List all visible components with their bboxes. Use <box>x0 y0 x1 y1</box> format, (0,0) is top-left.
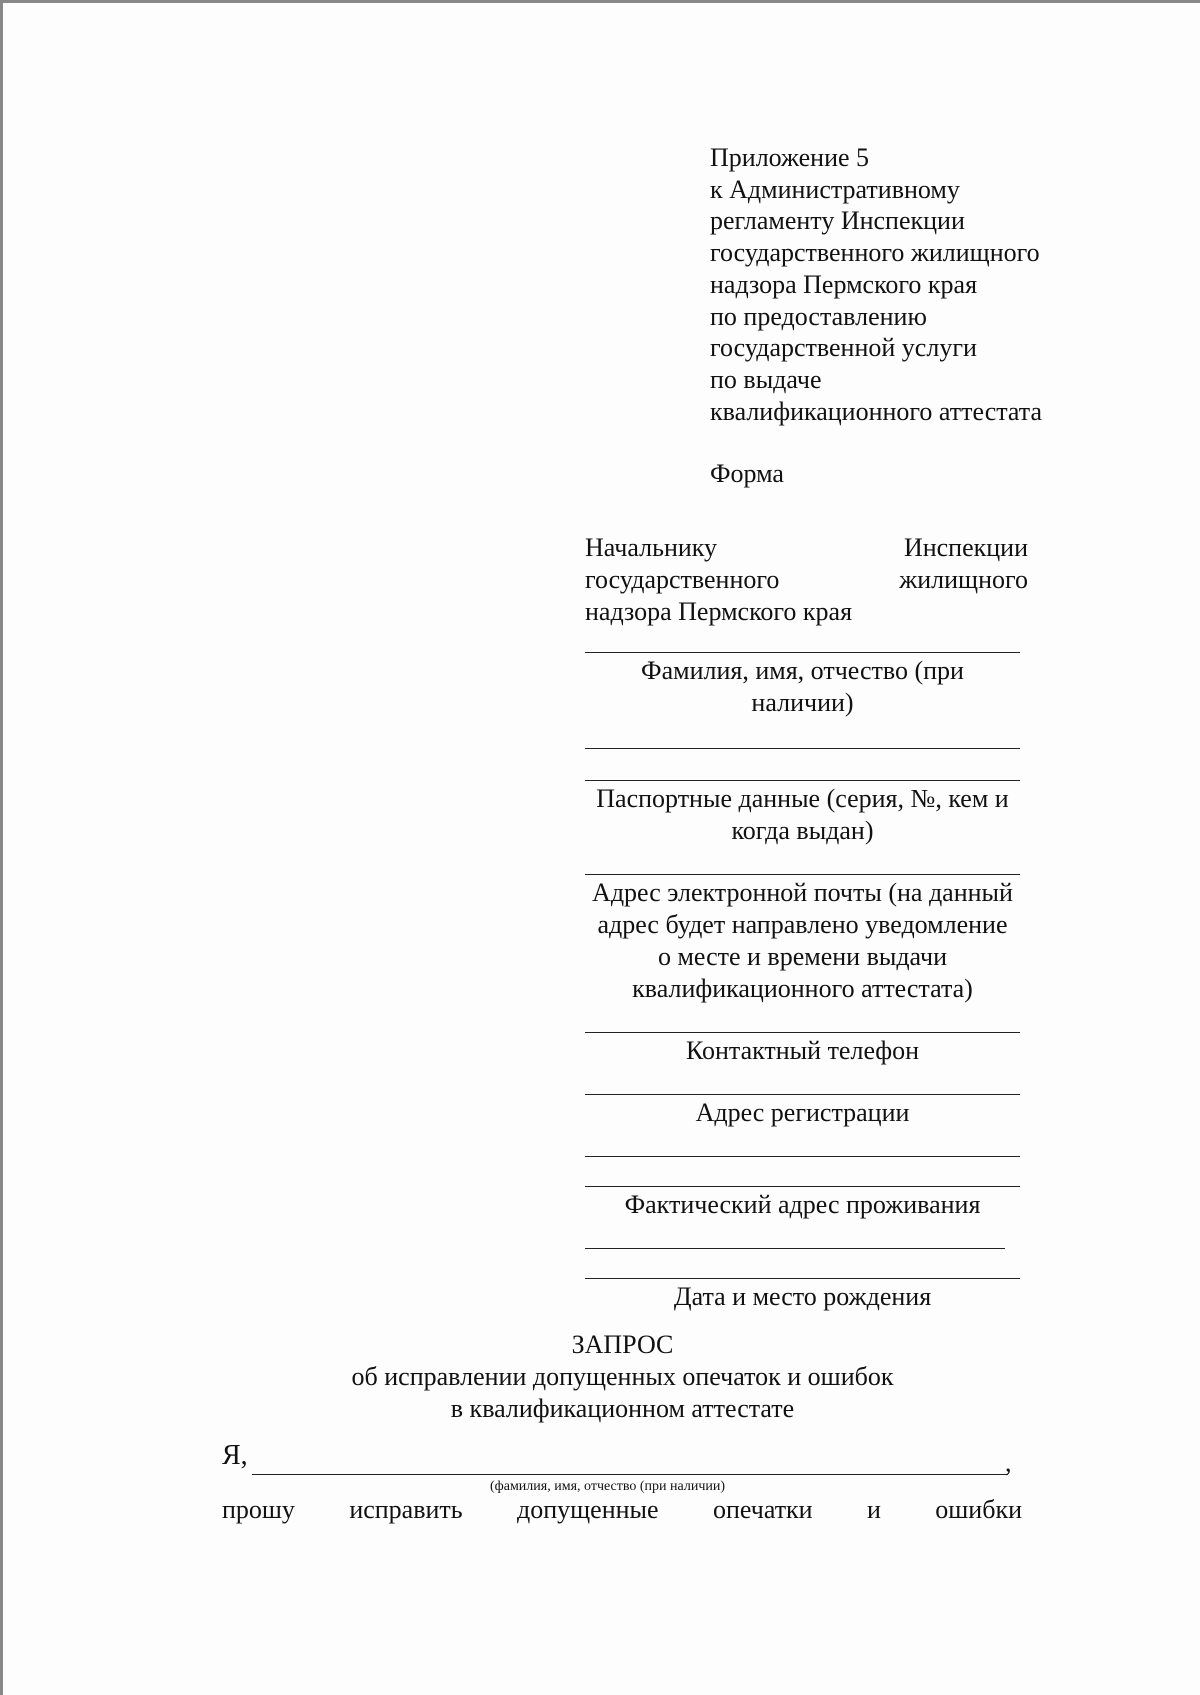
passport-caption <box>580 783 1025 847</box>
body-word: допущенные <box>517 1495 659 1524</box>
body-word: опечатки <box>712 1495 813 1524</box>
actual-address-extra-line[interactable] <box>585 1248 1005 1249</box>
appendix-line: надзора Пермского края <box>710 269 978 299</box>
addressee-text: надзора Пермского края <box>585 597 853 626</box>
addressee-row <box>585 564 1028 596</box>
appendix-line: Приложение 5 <box>710 143 870 172</box>
applicant-name-input-line[interactable] <box>252 1474 1008 1475</box>
phone-input-line[interactable] <box>585 1032 1020 1033</box>
email-caption <box>575 877 1030 1005</box>
appendix-line: к Административному <box>710 174 960 204</box>
appendix-line: государственного жилищного <box>710 238 1040 268</box>
registration-input-line[interactable] <box>585 1094 1020 1095</box>
addressee-text: Начальнику <box>585 533 718 562</box>
appendix-line: квалификационного аттестата <box>710 396 1043 426</box>
appendix-line: государственной услуги <box>710 333 977 363</box>
body-text-row <box>222 1494 1022 1526</box>
appendix-header <box>710 142 1042 427</box>
caption-line: Фамилия, имя, отчество (при <box>641 656 964 685</box>
caption-line: Паспортные данные (серия, №, кем и <box>596 784 1009 813</box>
body-word: прошу <box>222 1495 295 1524</box>
caption-line: наличии) <box>751 688 854 717</box>
scan-border-left <box>0 0 3 1695</box>
body-word: ошибки <box>935 1495 1022 1524</box>
caption-line: когда выдан) <box>731 816 874 845</box>
fio-hint: (фамилия, имя, отчество (при наличии) <box>490 1479 726 1494</box>
fio-caption <box>585 655 1020 719</box>
form-label: Форма <box>710 459 784 488</box>
body-word: и <box>866 1495 881 1524</box>
phone-caption: Контактный телефон <box>685 1036 920 1065</box>
ya-label: Я, <box>222 1440 248 1471</box>
registration-extra-line[interactable] <box>585 1156 1020 1157</box>
actual-address-input-line[interactable] <box>585 1186 1020 1187</box>
appendix-line: по выдаче <box>710 364 822 394</box>
appendix-line: по предоставлению <box>710 301 927 331</box>
email-input-line[interactable] <box>585 874 1020 875</box>
addressee-block <box>585 532 1028 628</box>
appendix-line: регламенту Инспекции <box>710 206 965 236</box>
caption-line: о месте и времени выдачи <box>657 942 948 971</box>
birth-input-line[interactable] <box>585 1278 1020 1279</box>
actual-address-caption: Фактический адрес проживания <box>624 1190 981 1219</box>
request-subtitle: об исправлении допущенных опечаток и ошибок <box>351 1362 894 1391</box>
comma: , <box>1005 1448 1012 1477</box>
addressee-text: жилищного <box>899 565 1028 594</box>
body-word: исправить <box>349 1495 463 1524</box>
scan-border-top <box>0 0 1200 3</box>
addressee-text: Инспекции <box>903 533 1028 562</box>
fio-input-line[interactable] <box>585 652 1020 653</box>
addressee-text: государственного <box>585 565 780 594</box>
birth-caption: Дата и место рождения <box>673 1282 932 1311</box>
passport-input-line[interactable] <box>585 780 1020 781</box>
caption-line: Адрес электронной почты (на данный <box>592 878 1013 907</box>
addressee-row <box>585 532 1028 564</box>
request-title: ЗАПРОС <box>571 1330 674 1359</box>
request-subtitle: в квалификационном аттестате <box>450 1394 795 1423</box>
registration-caption: Адрес регистрации <box>695 1098 910 1127</box>
fio-extra-line[interactable] <box>585 748 1020 749</box>
caption-line: квалификационного аттестата) <box>632 974 973 1003</box>
caption-line: адрес будет направлено уведомление <box>597 910 1008 939</box>
